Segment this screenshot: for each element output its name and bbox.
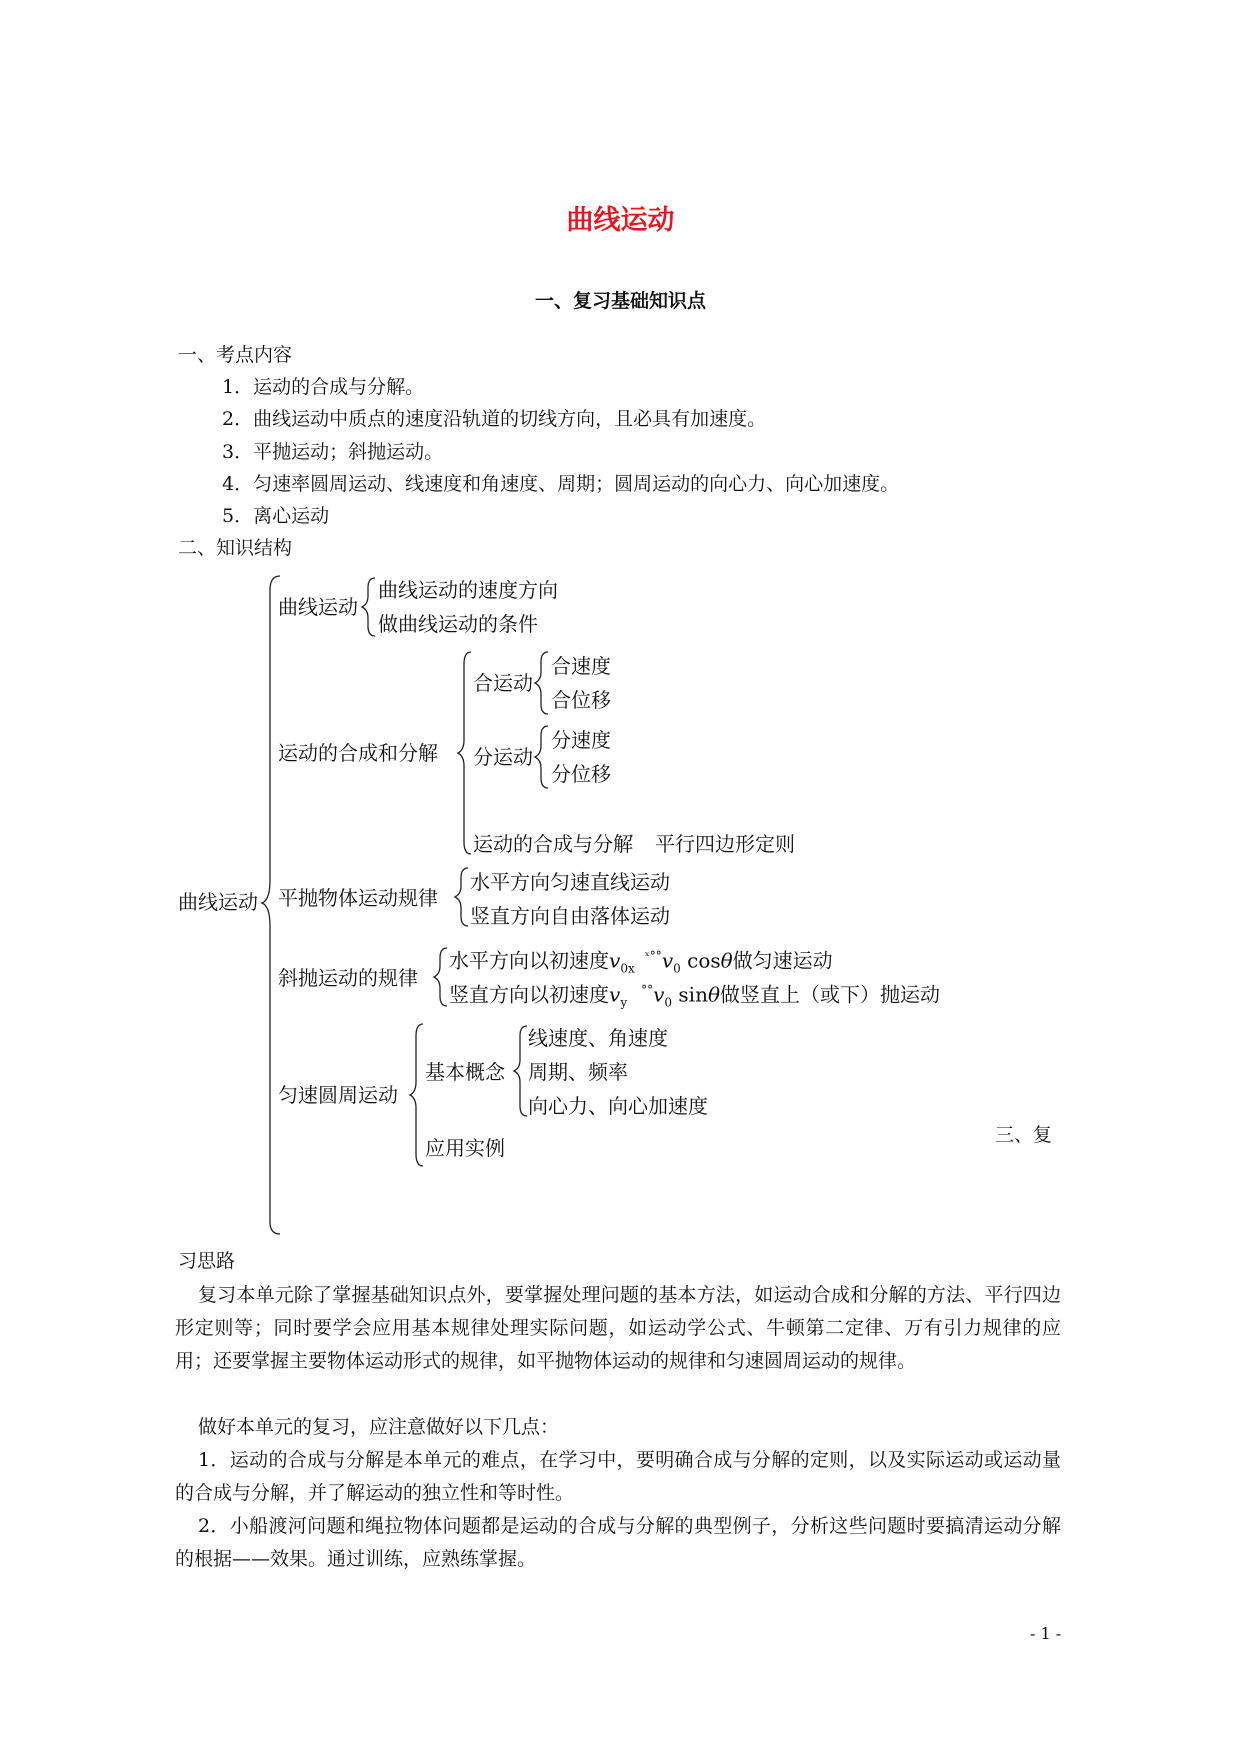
subscript: 0x [620, 961, 635, 976]
resultant-brace [535, 652, 548, 714]
tree-leaf: 合位移 [551, 688, 611, 712]
tree-node-resultant: 合运动 [473, 671, 533, 695]
tree-node-oblique: 斜抛运动的规律 [278, 966, 418, 990]
component-brace [535, 726, 548, 788]
equals-glyph: °° [641, 983, 654, 997]
exam-point-item: 4．匀速率圆周运动、线速度和角速度、周期；圆周运动的向心力、向心加速度。 [222, 473, 900, 495]
rule-text: 运动的合成与分解 [473, 832, 633, 856]
tree-leaf: 做曲线运动的条件 [378, 612, 538, 636]
compose-brace [458, 652, 471, 854]
tree-leaf-oblique-1 [449, 950, 833, 975]
tree-node-projectile: 平抛物体运动规律 [278, 886, 438, 910]
exam-point-item: 2．曲线运动中质点的速度沿轨道的切线方向，且必具有加速度。 [222, 408, 767, 430]
page-title: 曲线运动 [566, 205, 675, 236]
equals-glyph: ˣ°° [644, 949, 662, 963]
symbol-v: v [609, 982, 621, 1007]
subscript: y [620, 995, 628, 1010]
symbol-theta: θ [707, 982, 720, 1007]
formula-text: 做匀速运动 [732, 948, 833, 973]
rule-target: 平行四边形定则 [655, 832, 795, 856]
tree-leaf-oblique-2 [449, 984, 940, 1009]
tree-node-compose: 运动的合成和分解 [278, 741, 438, 765]
section-heading: 一、复习基础知识点 [534, 290, 706, 312]
tree-node-example: 应用实例 [425, 1136, 505, 1160]
tree-leaf: 分位移 [551, 762, 611, 786]
curve-brace [362, 578, 375, 636]
tree-leaf: 周期、频率 [528, 1060, 628, 1084]
func-cos: cos [687, 948, 721, 973]
exam-points-heading: 一、考点内容 [178, 344, 293, 366]
exam-point-item: 1．运动的合成与分解。 [222, 376, 425, 398]
exam-point-item: 3．平抛运动；斜抛运动。 [222, 441, 444, 463]
formula-text: 做竖直上（或下）抛运动 [720, 982, 940, 1007]
tree-leaf-rule [473, 834, 795, 854]
oblique-brace [434, 948, 447, 1006]
basic-brace [514, 1026, 527, 1116]
review-heading-part2: 习思路 [178, 1250, 236, 1272]
page-number: - 1 - [1030, 1624, 1062, 1643]
tree-leaf: 线速度、角速度 [528, 1026, 668, 1050]
review-paragraph: 2．小船渡河问题和绳拉物体问题都是运动的合成与分解的典型例子，分析这些问题时要搞清运动分解的根据——效果。通过训练，应熟练掌握。 [175, 1515, 1061, 1570]
subscript: 0 [664, 995, 673, 1010]
circular-brace [410, 1024, 423, 1166]
symbol-v: v [609, 948, 621, 973]
formula-text: 竖直方向以初速度 [449, 982, 609, 1007]
func-sin: sin [678, 982, 708, 1007]
tree-leaf: 向心力、向心加速度 [528, 1094, 708, 1118]
tree-node-component: 分运动 [473, 745, 533, 769]
structure-heading: 二、知识结构 [178, 537, 293, 559]
tree-node-circular: 匀速圆周运动 [278, 1083, 398, 1107]
tree-node-curve: 曲线运动 [278, 595, 358, 619]
review-paragraph: 复习本单元除了掌握基础知识点外，要掌握处理问题的基本方法，如运动合成和分解的方法、平行四边形定则等；同时要学会应用基本规律处理实际问题，如运动学公式、牛顿第二定律、万有引力规律的应用；还要掌握主要物体运动形式的规律，如平抛物体运动的规律和匀速圆周运动的规律。 [175, 1284, 1061, 1372]
tree-leaf: 分速度 [551, 728, 611, 752]
review-paragraph: 做好本单元的复习，应注意做好以下几点： [198, 1416, 560, 1438]
tree-leaf: 竖直方向自由落体运动 [470, 904, 670, 928]
symbol-v: v [653, 982, 665, 1007]
tree-leaf: 合速度 [551, 654, 611, 678]
tree-leaf: 曲线运动的速度方向 [378, 578, 558, 602]
subscript: 0 [673, 961, 681, 976]
tree-leaf: 水平方向匀速直线运动 [470, 870, 670, 894]
exam-point-item: 5．离心运动 [222, 505, 330, 527]
projectile-brace [455, 868, 468, 926]
tree-root: 曲线运动 [178, 890, 258, 914]
tree-node-basic: 基本概念 [425, 1060, 505, 1084]
symbol-v: v [661, 948, 674, 973]
review-paragraph: 1．运动的合成与分解是本单元的难点，在学习中，要明确合成与分解的定则，以及实际运动或运动量的合成与分解，并了解运动的独立性和等时性。 [175, 1449, 1061, 1504]
symbol-theta: θ [720, 948, 733, 973]
formula-text: 水平方向以初速度 [449, 948, 609, 973]
review-heading-part1: 三、复 [995, 1124, 1053, 1146]
